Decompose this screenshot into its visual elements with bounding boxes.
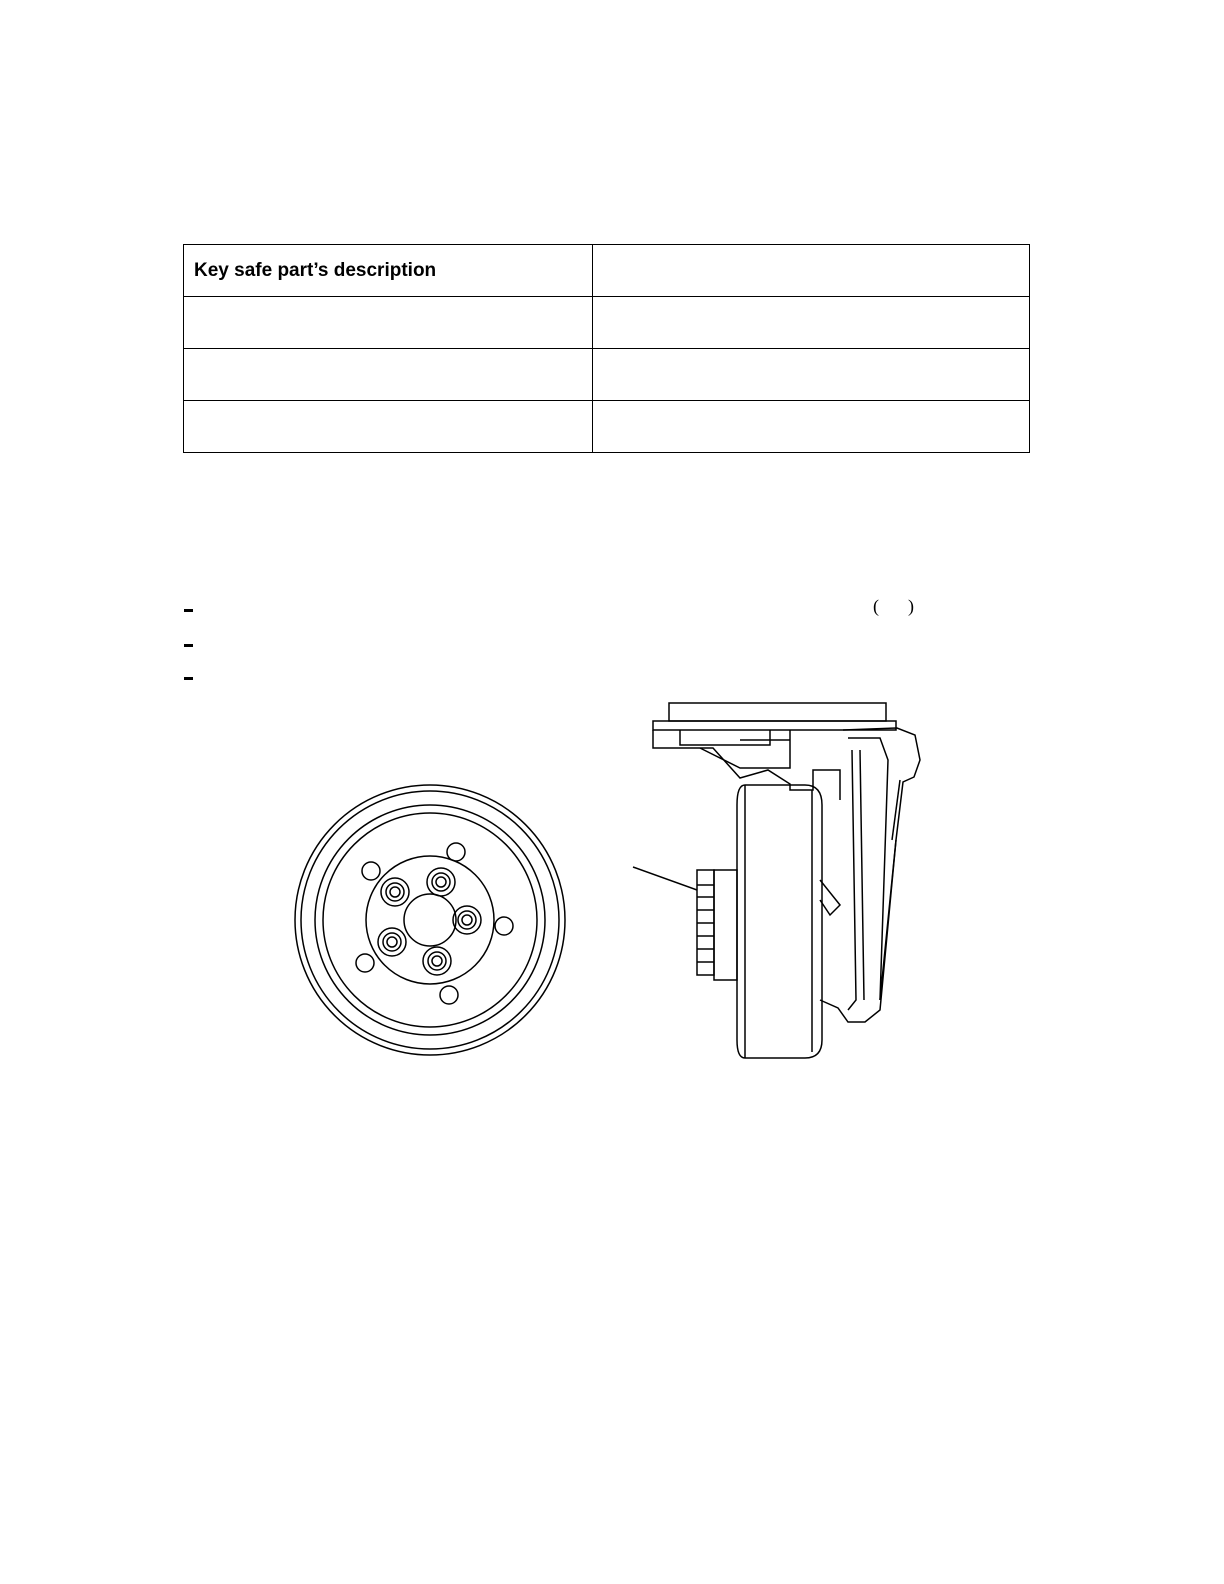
table-header-cell: Key safe part’s description xyxy=(184,245,593,297)
open-paren: ( xyxy=(873,596,879,616)
caster-side-view xyxy=(633,703,920,1058)
wheel-nut xyxy=(378,928,406,956)
wheel-nut xyxy=(427,868,455,896)
leader-line xyxy=(633,867,697,890)
wheel-front-view xyxy=(295,785,565,1055)
wheel-nut xyxy=(423,947,451,975)
wheel-nut xyxy=(453,906,481,934)
wheel-nut xyxy=(381,878,409,906)
close-paren: ) xyxy=(908,596,914,616)
